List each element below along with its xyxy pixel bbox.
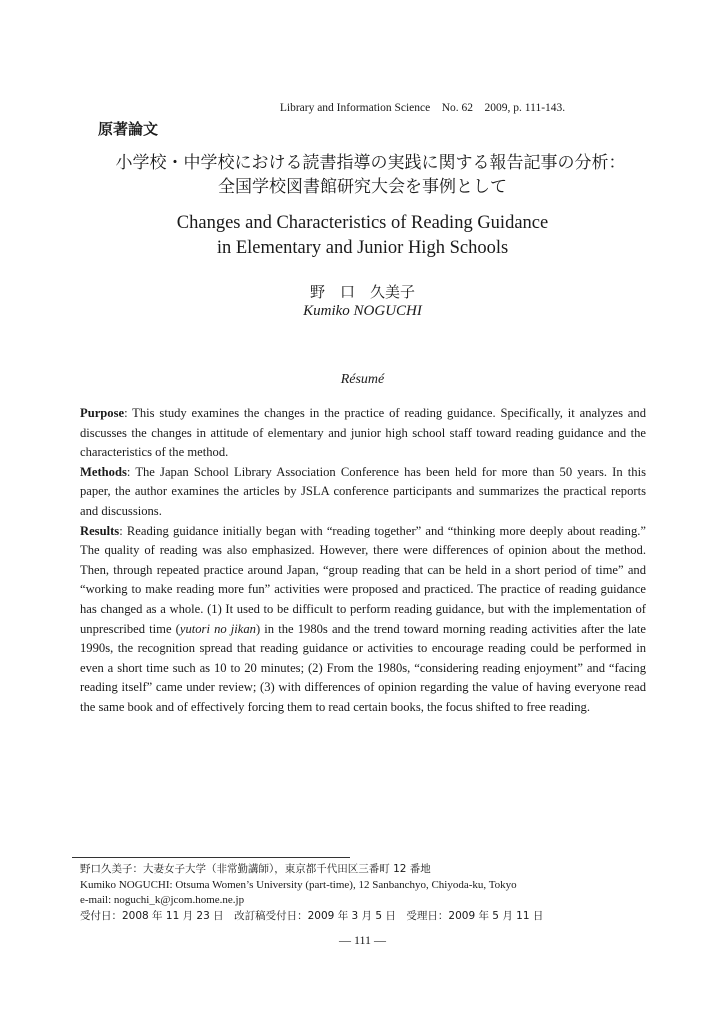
methods-label: Methods <box>80 464 127 479</box>
email: e-mail: noguchi_k@jcom.home.ne.jp <box>80 894 245 906</box>
abstract-results <box>80 522 646 718</box>
abstract-purpose <box>80 404 646 463</box>
results-italic: yutori no jikan <box>179 621 256 636</box>
results-text-2: ) in the 1980s and the trend toward morning reading activities after the late 1990s, the recognition spread that reading guidance or activities to encourage reading could be performed in even a short time such as 10 to 20 minutes; (2) From the 1980s, “considering reading enjoyment” and “facing reading itself” came under review; (3) with differences of opinion regarding the value of having everyone read the same book and of effectively forcing them to read certain books, the focus shifted to free reading. <box>80 621 647 714</box>
page-number: ― 111 ― <box>338 933 387 947</box>
methods-text: : The Japan School Library Association Conference has been held for more than 50 years. In this paper, the author examines the articles by JSLA conference participants and summarizes the practical reports and discussions. <box>80 464 646 518</box>
title-en-line-2: in Elementary and Junior High Schools <box>216 238 509 258</box>
submission-dates: 受付日：2008 年 11 月 23 日 改訂稿受付日：2009 年 3 月 5 日 受理日：2009 年 5 月 11 日 <box>80 909 544 922</box>
author-en: Kumiko NOGUCHI <box>303 303 422 319</box>
abstract <box>80 404 646 718</box>
resume-heading: Résumé <box>340 372 385 387</box>
title-en-line-1: Changes and Characteristics of Reading Guidance <box>176 213 549 233</box>
journal-header: Library and Information Science No. 62 2009, p. 111-143. <box>279 102 566 114</box>
results-label: Results <box>80 523 120 538</box>
title-ja-line-1: 小学校・中学校における読書指導の実践に関する報告記事の分析： <box>115 153 626 173</box>
footnotes <box>80 862 543 924</box>
author-ja: 野 口 久美子 <box>309 283 415 301</box>
purpose-text: : This study examines the changes in the practice of reading guidance. Specifically, it analyzes and discusses the changes in attitude of elementary and junior high school staff toward reading guidance and the characteristics of the method. <box>80 406 646 460</box>
affiliation-en: Kumiko NOGUCHI: Otsuma Women’s University (part-time), 12 Sanbanchyo, Chiyoda-ku, Tokyo <box>80 878 517 891</box>
affiliation-ja: 野口久美子：大妻女子大学（非常勤講師），東京都千代田区三番町 12 番地 <box>80 863 431 875</box>
abstract-methods <box>80 463 646 522</box>
footnote-divider <box>72 857 350 858</box>
purpose-label: Purpose <box>80 406 125 420</box>
title-ja-line-2: 全国学校図書館研究大会を事例として <box>218 177 507 197</box>
results-text-1: : Reading guidance initially began with “reading together” and “thinking more deeply about reading.” The quality of reading was also emphasized. However, there were differences of opinion about the method. Then, through repeated practice around Japan, “group reading that can be held in a short period of time” and “working to make reading more fun” activities were proposed and practiced. The practice of reading guidance has changed as a whole. (1) It used to be difficult to perform reading guidance, but with the implementation of unprescribed time ( <box>80 523 646 636</box>
article-category: 原著論文 <box>98 120 159 138</box>
